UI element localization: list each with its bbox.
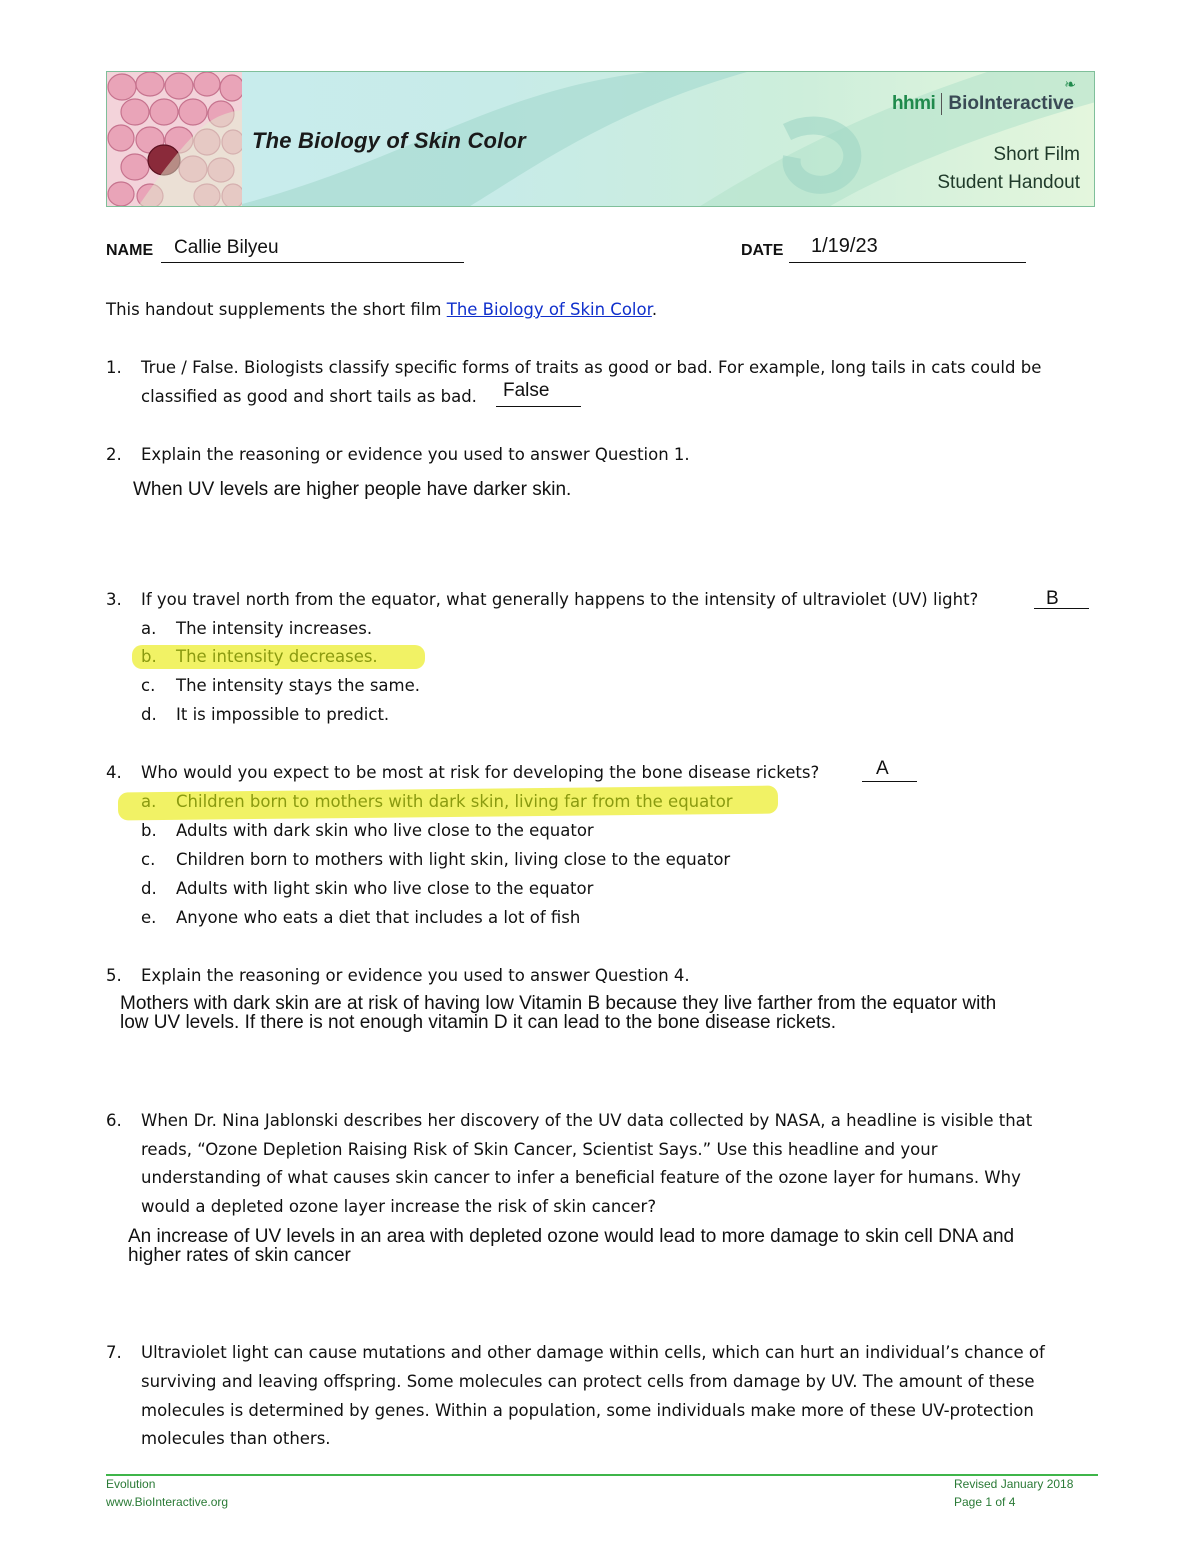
q6-number: 6.	[106, 1111, 122, 1130]
q4-option-a-letter: a.	[141, 792, 157, 811]
q4-text: Who would you expect to be most at risk for developing the bone disease rickets?	[141, 763, 820, 782]
lizard-icon: ❧	[1064, 76, 1076, 92]
q6-answer-line1[interactable]: An increase of UV levels in an area with depleted ozone would lead to more damage to skin cell DNA and	[128, 1226, 1015, 1247]
q5-answer-line2[interactable]: low UV levels. If there is not enough vitamin D it can lead to the bone disease rickets.	[120, 1012, 837, 1033]
skin-cells-image	[107, 72, 242, 207]
footer-unit: Evolution	[106, 1477, 156, 1491]
q4-option-a: Children born to mothers with dark skin, living far from the equator	[176, 792, 733, 811]
q1-text-line1: True / False. Biologists classify specific forms of traits as good or bad. For example, long tails in cats could be	[141, 358, 1042, 377]
q7-number: 7.	[106, 1343, 122, 1362]
q3-option-a: The intensity increases.	[176, 619, 373, 638]
q7-text-line4: molecules than others.	[141, 1429, 331, 1448]
q3-answer[interactable]: B	[1046, 588, 1059, 609]
film-link[interactable]: The Biology of Skin Color	[446, 300, 652, 319]
q4-option-d-letter: d.	[141, 879, 157, 898]
q6-text-line2: reads, “Ozone Depletion Raising Risk of Skin Cancer, Scientist Says.” Use this headline and your	[141, 1140, 938, 1159]
q4-answer[interactable]: A	[876, 758, 889, 779]
q2-number: 2.	[106, 445, 122, 464]
logo-hhmi-text: hhmi	[891, 93, 936, 114]
q1-answer-blank	[496, 406, 581, 407]
q3-text: If you travel north from the equator, what generally happens to the intensity of ultraviolet (UV) light?	[141, 590, 979, 609]
intro-suffix: .	[651, 300, 658, 319]
q2-text: Explain the reasoning or evidence you used to answer Question 1.	[141, 445, 690, 464]
footer-revised: Revised January 2018	[954, 1477, 1074, 1491]
q1-number: 1.	[106, 358, 122, 377]
q5-answer-line1[interactable]: Mothers with dark skin are at risk of having low Vitamin B because they live farther from the equator with	[120, 993, 997, 1014]
q3-option-a-letter: a.	[141, 619, 157, 638]
logo-divider	[941, 93, 942, 115]
q3-number: 3.	[106, 590, 122, 609]
header-banner	[106, 71, 1095, 207]
q7-text-line1: Ultraviolet light can cause mutations and other damage within cells, which can hurt an individual’s chance of	[141, 1343, 1045, 1362]
q3-option-b: The intensity decreases.	[176, 647, 378, 666]
q7-text-line3: molecules is determined by genes. Within a population, some individuals make more of these UV-protection	[141, 1401, 1034, 1420]
footer-page-number: Page 1 of 4	[954, 1495, 1016, 1509]
q6-text-line3: understanding of what causes skin cancer to infer a beneficial feature of the ozone layer for humans. Why	[141, 1168, 1021, 1187]
date-field[interactable]: 1/19/23	[811, 235, 878, 257]
name-field[interactable]: Callie Bilyeu	[174, 237, 279, 258]
q7-text-line2: surviving and leaving offspring. Some molecules can protect cells from damage by UV. The amount of these	[141, 1372, 1035, 1391]
q6-answer-line2[interactable]: higher rates of skin cancer	[128, 1245, 351, 1266]
q3-option-d: It is impossible to predict.	[176, 705, 390, 724]
q3-answer-blank	[1034, 608, 1089, 609]
handout-title: The Biology of Skin Color	[252, 128, 526, 153]
name-underline	[161, 262, 464, 263]
q4-option-c-letter: c.	[141, 850, 156, 869]
q3-option-c-letter: c.	[141, 676, 156, 695]
q6-text-line1: When Dr. Nina Jablonski describes her discovery of the UV data collected by NASA, a headline is visible that	[141, 1111, 1033, 1130]
q4-option-d: Adults with light skin who live close to the equator	[176, 879, 594, 898]
q1-answer[interactable]: False	[503, 380, 550, 401]
q4-number: 4.	[106, 763, 122, 782]
q4-option-b-letter: b.	[141, 821, 157, 840]
footer-rule	[106, 1474, 1098, 1476]
date-underline	[789, 262, 1026, 263]
footer-website: www.BioInteractive.org	[106, 1495, 229, 1509]
q3-option-b-letter: b.	[141, 647, 157, 666]
q1-text-line2: classified as good and short tails as bad.	[141, 387, 477, 406]
logo-brand-text: BioInteractive	[948, 93, 1074, 114]
q6-text-line4: would a depleted ozone layer increase the risk of skin cancer?	[141, 1197, 657, 1216]
q4-option-b: Adults with dark skin who live close to the equator	[176, 821, 594, 840]
q3-option-d-letter: d.	[141, 705, 157, 724]
q4-answer-blank	[862, 781, 917, 782]
handout-type-line1: Short Film	[993, 144, 1080, 165]
q4-option-c: Children born to mothers with light skin, living close to the equator	[176, 850, 731, 869]
q4-option-e-letter: e.	[141, 908, 157, 927]
q3-option-c: The intensity stays the same.	[176, 676, 420, 695]
q2-answer[interactable]: When UV levels are higher people have darker skin.	[133, 479, 572, 500]
handout-type-line2: Student Handout	[937, 172, 1080, 193]
q5-number: 5.	[106, 966, 122, 985]
q4-option-e: Anyone who eats a diet that includes a lot of fish	[176, 908, 581, 927]
hhmi-biointeractive-logo	[891, 76, 1076, 118]
date-label: DATE	[741, 242, 784, 259]
q5-text: Explain the reasoning or evidence you used to answer Question 4.	[141, 966, 690, 985]
name-label: NAME	[106, 242, 154, 259]
intro-lead: This handout supplements the short film	[106, 300, 447, 319]
intro-text	[106, 296, 657, 324]
